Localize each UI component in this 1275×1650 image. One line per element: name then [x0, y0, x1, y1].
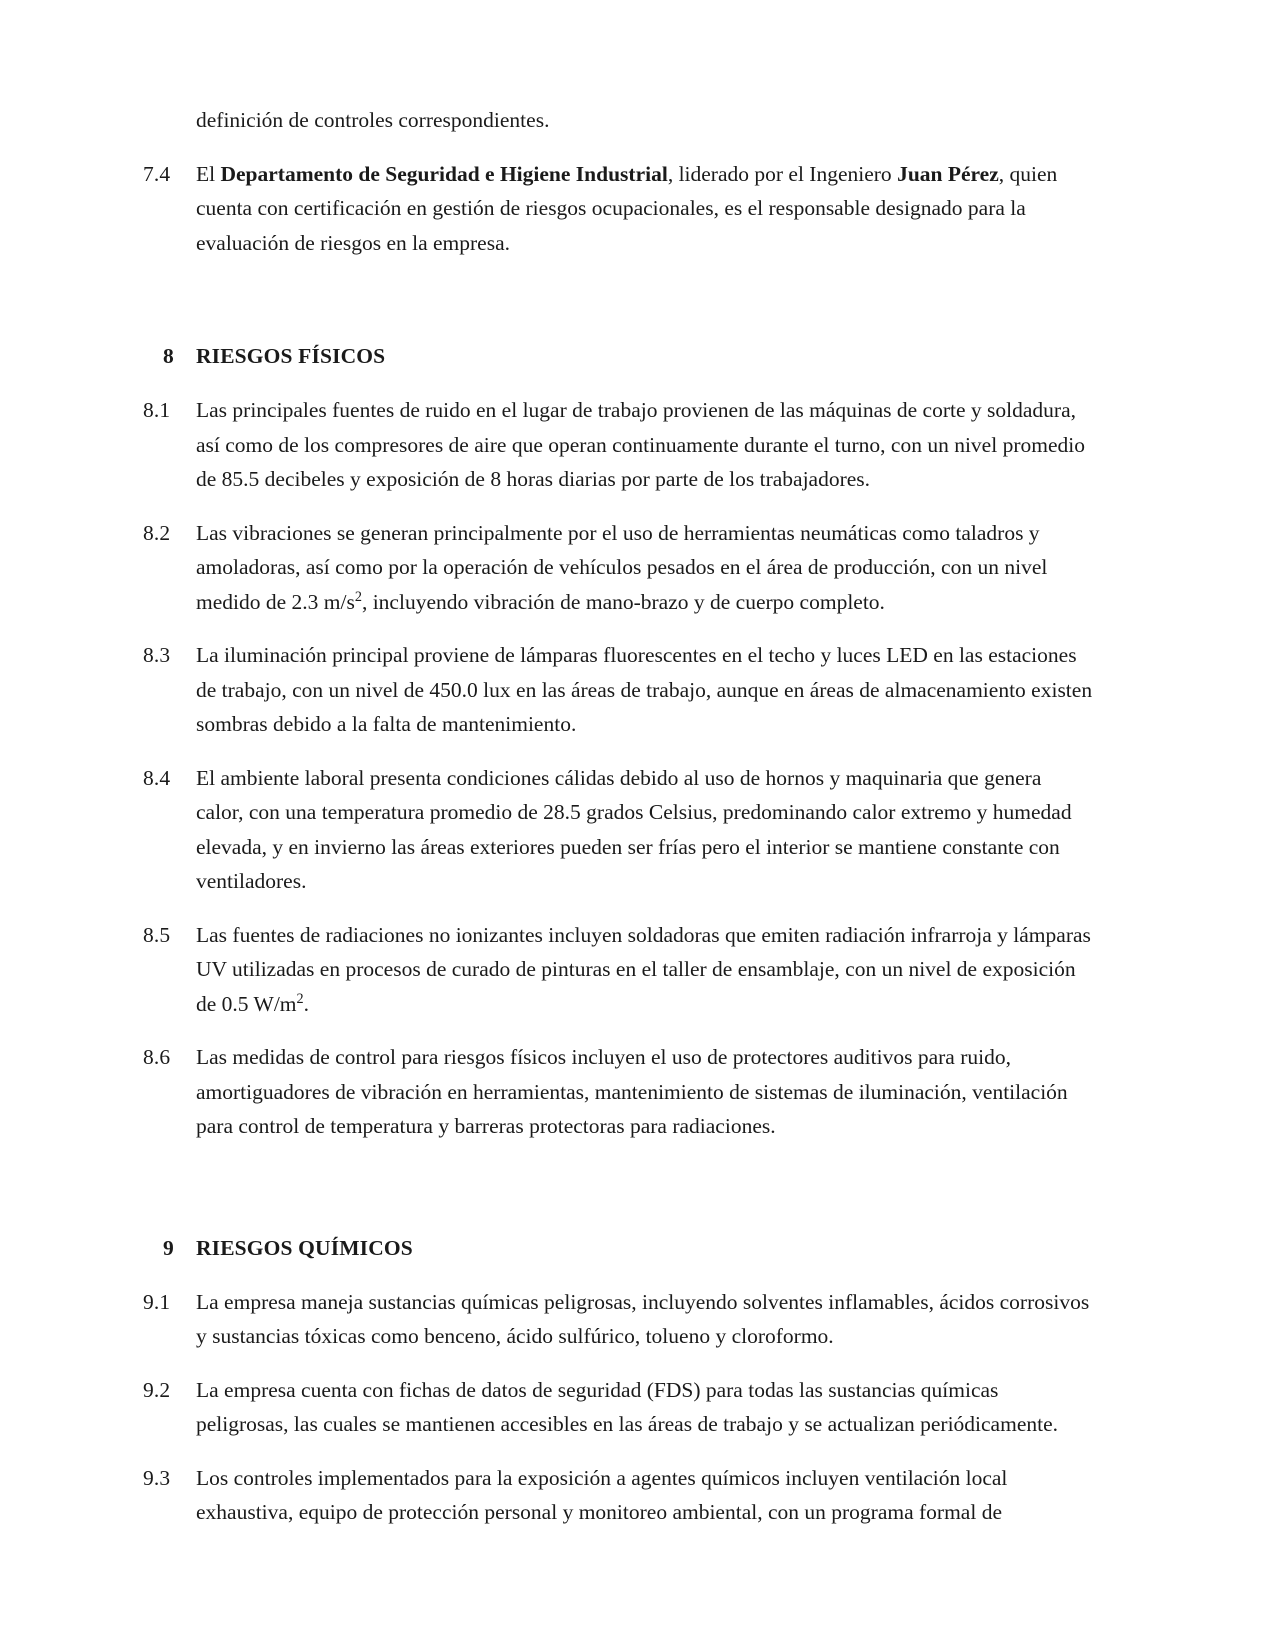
clause-9-3 [143, 1461, 1093, 1530]
section-title: RIESGOS FÍSICOS [196, 344, 386, 368]
clause-number: 8.4 [143, 765, 171, 790]
clause-text: La empresa cuenta con fichas de datos de seguridad (FDS) para todas las sustancias químicas peligrosas, las cuales se mantienen accesibles en las áreas de trabajo y se actualizan periódicamente. [196, 1377, 1059, 1436]
clause-text: Las principales fuentes de ruido en el lugar de trabajo provienen de las máquinas de corte y soldadura, así como de los compresores de aire que operan continuamente durante el turno, con un nivel promedio de 85.5 decibeles y exposición de 8 horas diarias por parte de los trabajadores. [196, 398, 1085, 491]
clause-text: Los controles implementados para la exposición a agentes químicos incluyen ventilación local exhaustiva, equipo de protección personal y monitoreo ambiental, con un programa formal de [196, 1465, 1008, 1524]
spacer [143, 1263, 1093, 1285]
clause-8-1 [143, 393, 1093, 497]
spacer [143, 279, 1093, 341]
clause-text: La iluminación principal proviene de lámparas fluorescentes en el techo y luces LED en las estaciones de trabajo, con un nivel de 450.0 lux en las áreas de trabajo, aunque en áreas de almacenamiento existen sombras debido a la falta de mantenimiento. [196, 643, 1093, 736]
clause-9-1 [143, 1285, 1093, 1354]
clause-number: 7.4 [143, 161, 171, 186]
clause-text: El Departamento de Seguridad e Higiene Industrial, liderado por el Ingeniero Juan Pérez, quien cuenta con certificación en gestión de riesgos ocupacionales, es el responsable designado para la evaluación de riesgos en la empresa. [196, 161, 1058, 255]
spacer [143, 371, 1093, 393]
clause-7-4 [143, 157, 1093, 261]
continuation-paragraph: definición de controles correspondientes. [196, 108, 550, 132]
section-number: 9 [163, 1235, 174, 1260]
clause-text: La empresa maneja sustancias químicas peligrosas, incluyendo solventes inflamables, ácidos corrosivos y sustancias tóxicas como benceno, ácido sulfúrico, tolueno y cloroformo. [196, 1289, 1090, 1348]
section-heading-9 [143, 1233, 1093, 1263]
section-number: 8 [163, 344, 174, 368]
clause-text: Las fuentes de radiaciones no ionizantes incluyen soldadoras que emiten radiación infrarroja y lámparas UV utilizadas en procesos de curado de pinturas en el taller de ensamblaje, con un nivel de exposición de 0.5 $W/m^2$. [196, 922, 1091, 1016]
clause-number: 8.1 [143, 398, 171, 422]
clause-number: 8.2 [143, 520, 171, 545]
clause-8-3 [143, 638, 1093, 742]
clause-8-6 [143, 1040, 1093, 1144]
clause-text: Las vibraciones se generan principalmente por el uso de herramientas neumáticas como taladros y amoladoras, así como por la operación de vehículos pesados en el área de producción, con un nivel medido de 2.3 $m/s^2$, incluyendo vibración de mano-brazo y de cuerpo completo. [196, 520, 1048, 614]
section-heading-8 [143, 341, 1093, 371]
section-title: RIESGOS QUÍMICOS [196, 1235, 413, 1260]
clause-text: El ambiente laboral presenta condiciones cálidas debido al uso de hornos y maquinaria que genera calor, con una temperatura promedio de 28.5 grados Celsius, predominando calor extremo y humedad elevada, y en invierno las áreas exteriores pueden ser frías pero el interior se mantiene constante con ventiladores. [196, 765, 1072, 893]
clause-number: 9.2 [143, 1377, 171, 1402]
clause-9-2 [143, 1373, 1093, 1442]
page-content [143, 103, 1093, 1549]
clause-number: 9.1 [143, 1289, 171, 1314]
clause-8-2 [143, 516, 1093, 620]
clause-number: 8.3 [143, 643, 171, 667]
clause-number: 9.3 [143, 1465, 171, 1490]
clause-number: 8.6 [143, 1045, 171, 1069]
clause-8-5 [143, 918, 1093, 1022]
clause-text: Las medidas de control para riesgos físicos incluyen el uso de protectores auditivos para ruido, amortiguadores de vibración en herramientas, mantenimiento de sistemas de iluminación, ventilación para control de temperatura y barreras protectoras para radiaciones. [196, 1045, 1068, 1138]
spacer [143, 1163, 1093, 1233]
clause-number: 8.5 [143, 922, 171, 947]
clause-8-4 [143, 761, 1093, 899]
